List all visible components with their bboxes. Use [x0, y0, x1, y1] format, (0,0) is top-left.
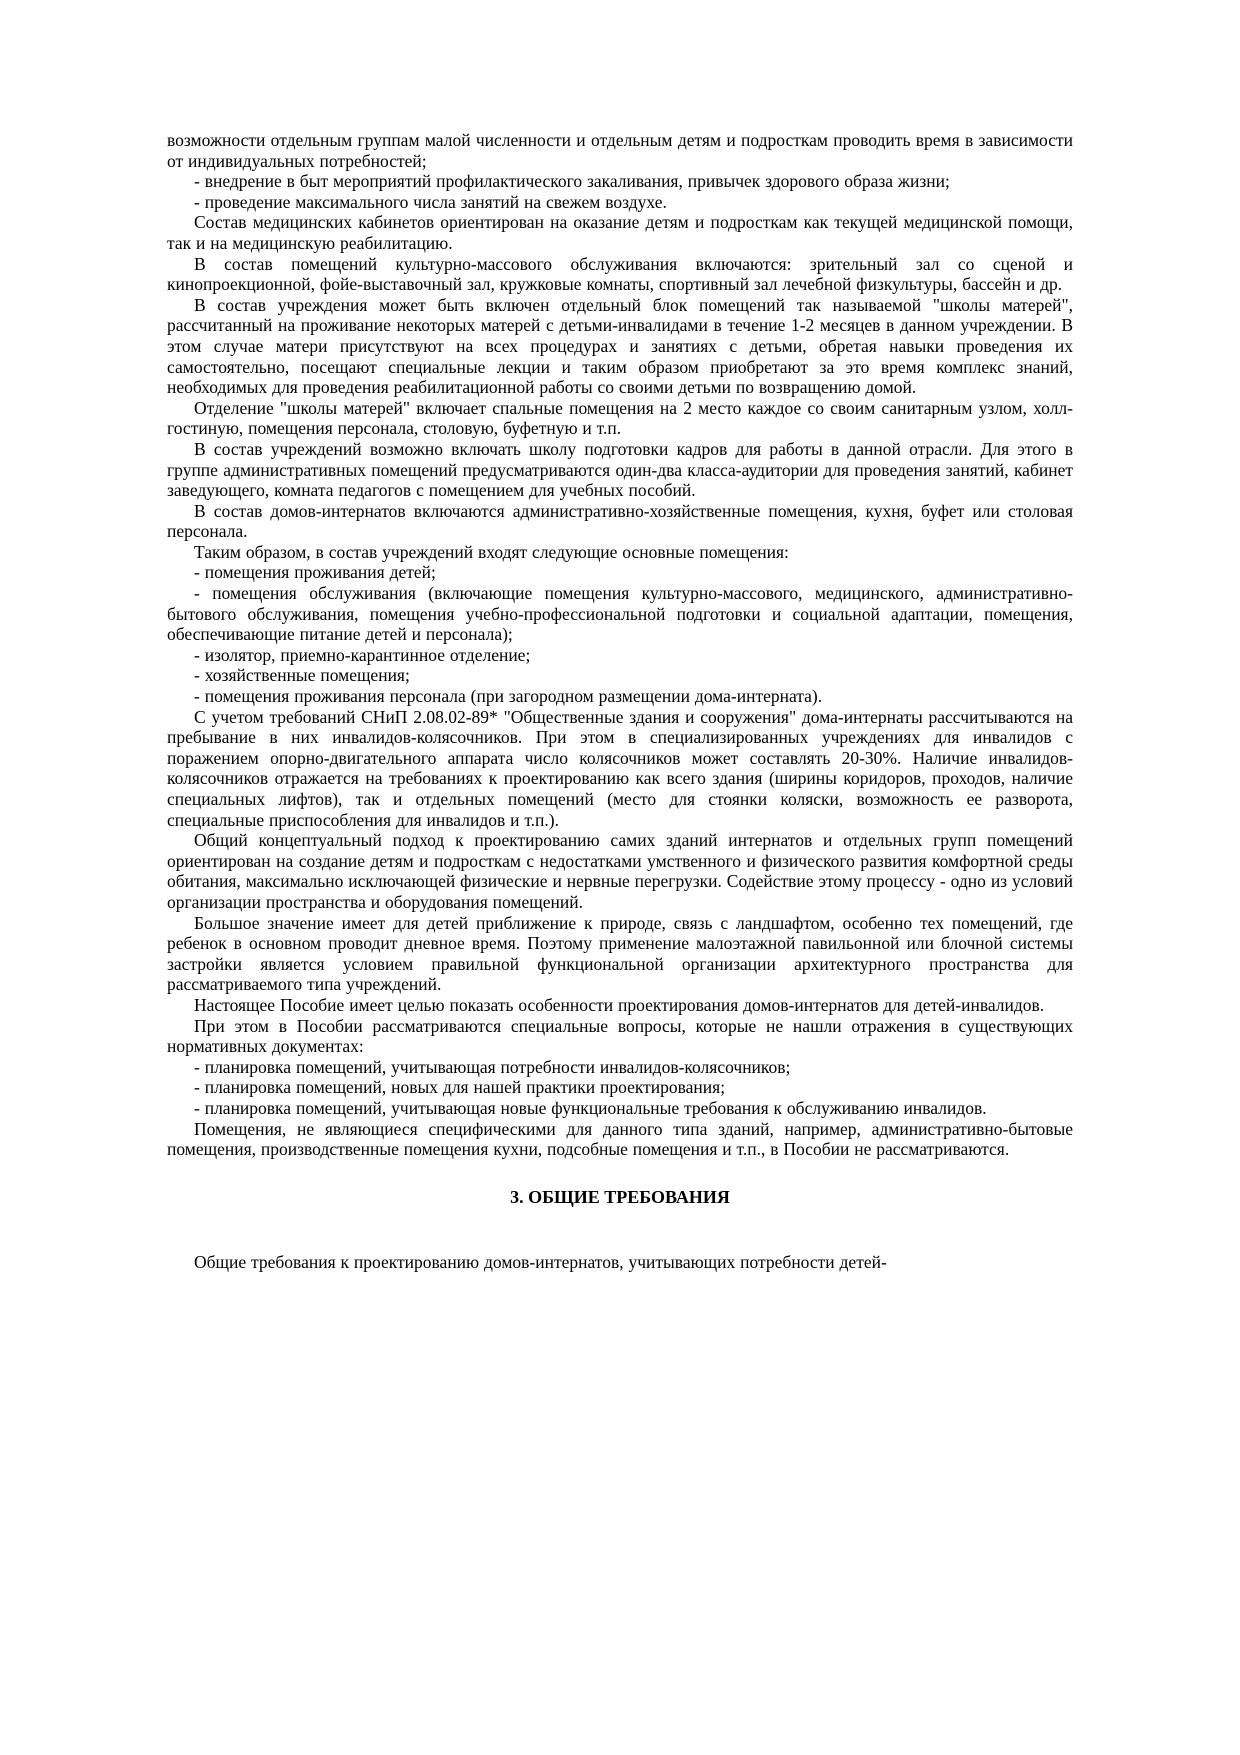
paragraph: - внедрение в быт мероприятий профилактического закаливания, привычек здорового образа жизни; — [194, 171, 950, 192]
paragraph: Большое значение имеет для детей приближение к природе, связь с ландшафтом, особенно тех помещений, где ребенок в основном проводит дневное время. Поэтому применение малоэтажной павильонной или блочной системы застройки является условием правильной функциональной организации архитектурного пространства для рассматриваемого типа учреждений. — [167, 912, 1073, 995]
paragraph: Отделение "школы матерей" включает спальные помещения на 2 место каждое со своим санитарным узлом, холл-гостиную, помещения персонала, столовую, буфетную и т.п. — [167, 397, 1073, 439]
paragraph: Помещения, не являющиеся специфическими для данного типа зданий, например, административно-бытовые помещения, производственные помещения кухни, подсобные помещения и т.п., в Пособии не рассматриваются. — [167, 1118, 1073, 1160]
section-heading: 3. ОБЩИЕ ТРЕБОВАНИЯ — [510, 1186, 730, 1207]
paragraph: Общие требования к проектированию домов-интернатов, учитывающих потребности детей- — [194, 1251, 887, 1272]
paragraph: - планировка помещений, новых для нашей практики проектирования; — [194, 1077, 726, 1098]
paragraph: возможности отдельным группам малой численности и отдельным детям и подросткам проводить время в зависимости от индивидуальных потребностей; — [167, 130, 1073, 171]
paragraph: Общий концептуальный подход к проектированию самих зданий интернатов и отдельных групп помещений ориентирован на создание детям и подросткам с недостатками умственного и физического развития комфортной среды обитания, максимально исключающей физические и нервные перегрузки. Содействие этому процессу - одно из условий организации пространства и оборудования помещений. — [167, 830, 1073, 912]
paragraph: - изолятор, приемно-карантинное отделение; — [194, 644, 531, 665]
paragraph: При этом в Пособии рассматриваются специальные вопросы, которые не нашли отражения в существующих нормативных документах: — [167, 1015, 1073, 1057]
paragraph: - помещения проживания персонала (при загородном размещении дома-интерната). — [194, 686, 823, 707]
paragraph: Настоящее Пособие имеет целью показать особенности проектирования домов-интернатов для детей-инвалидов. — [194, 994, 1045, 1015]
paragraph: Таким образом, в состав учреждений входят следующие основные помещения: — [194, 541, 789, 562]
paragraph: С учетом требований СНиП 2.08.02-89* "Общественные здания и сооружения" дома-интернаты рассчитываются на пребывание в них инвалидов-колясочников. При этом в специализированных учреждениях для инвалидов с поражением опорно-двигательного аппарата число колясочников может составлять 20-30%. Наличие инвалидов-колясочников отражается на требованиях к проектированию как всего здания (ширины коридоров, проходов, наличие специальных лифтов), так и отдельных помещений (место для стоянки коляски, возможность ее разворота, специальные приспособления для инвалидов и т.п.). — [167, 706, 1073, 830]
paragraph: В состав помещений культурно-массового обслуживания включаются: зрительный зал со сценой и кинопроекционной, фойе-выставочный зал, кружковые комнаты, спортивный зал лечебной физкультуры, бассейн и др. — [167, 253, 1073, 295]
document-content — [167, 130, 1073, 1272]
paragraph: В состав учреждения может быть включен отдельный блок помещений так называемой "школы матерей", рассчитанный на проживание некоторых матерей с детьми-инвалидами в течение 1-2 месяцев в данном учреждении. В этом случае матери присутствуют на всех процедурах и занятиях с детьми, обретая навыки проведения их самостоятельно, посещают специальные лекции и таким образом приобретают за это время комплекс знаний, необходимых для проведения реабилитационной работы со своими детьми по возвращению домой. — [167, 294, 1073, 398]
paragraph: В состав домов-интернатов включаются административно-хозяйственные помещения, кухня, буфет или столовая персонала. — [167, 500, 1073, 542]
paragraph: В состав учреждений возможно включать школу подготовки кадров для работы в данной отрасли. Для этого в группе административных помещений предусматриваются один-два класса-аудитории для проведения занятий, кабинет заведующего, комната педагогов с помещением для учебных пособий. — [167, 438, 1073, 501]
paragraph: - планировка помещений, учитывающая потребности инвалидов-колясочников; — [194, 1056, 791, 1077]
paragraph: - хозяйственные помещения; — [194, 665, 410, 686]
paragraph: - помещения проживания детей; — [194, 562, 436, 583]
paragraph: - помещения обслуживания (включающие помещения культурно-массового, медицинского, административно-бытового обслуживания, помещения учебно-профессиональной подготовки и социальной адаптации, помещения, обеспечивающие питание детей и персонала); — [167, 583, 1073, 645]
paragraph: Состав медицинских кабинетов ориентирован на оказание детям и подросткам как текущей медицинской помощи, так и на медицинскую реабилитацию. — [167, 212, 1073, 253]
paragraph: - планировка помещений, учитывающая новые функциональные требования к обслуживанию инвалидов. — [194, 1097, 987, 1118]
paragraph: - проведение максимального числа занятий на свежем воздухе. — [194, 191, 667, 212]
